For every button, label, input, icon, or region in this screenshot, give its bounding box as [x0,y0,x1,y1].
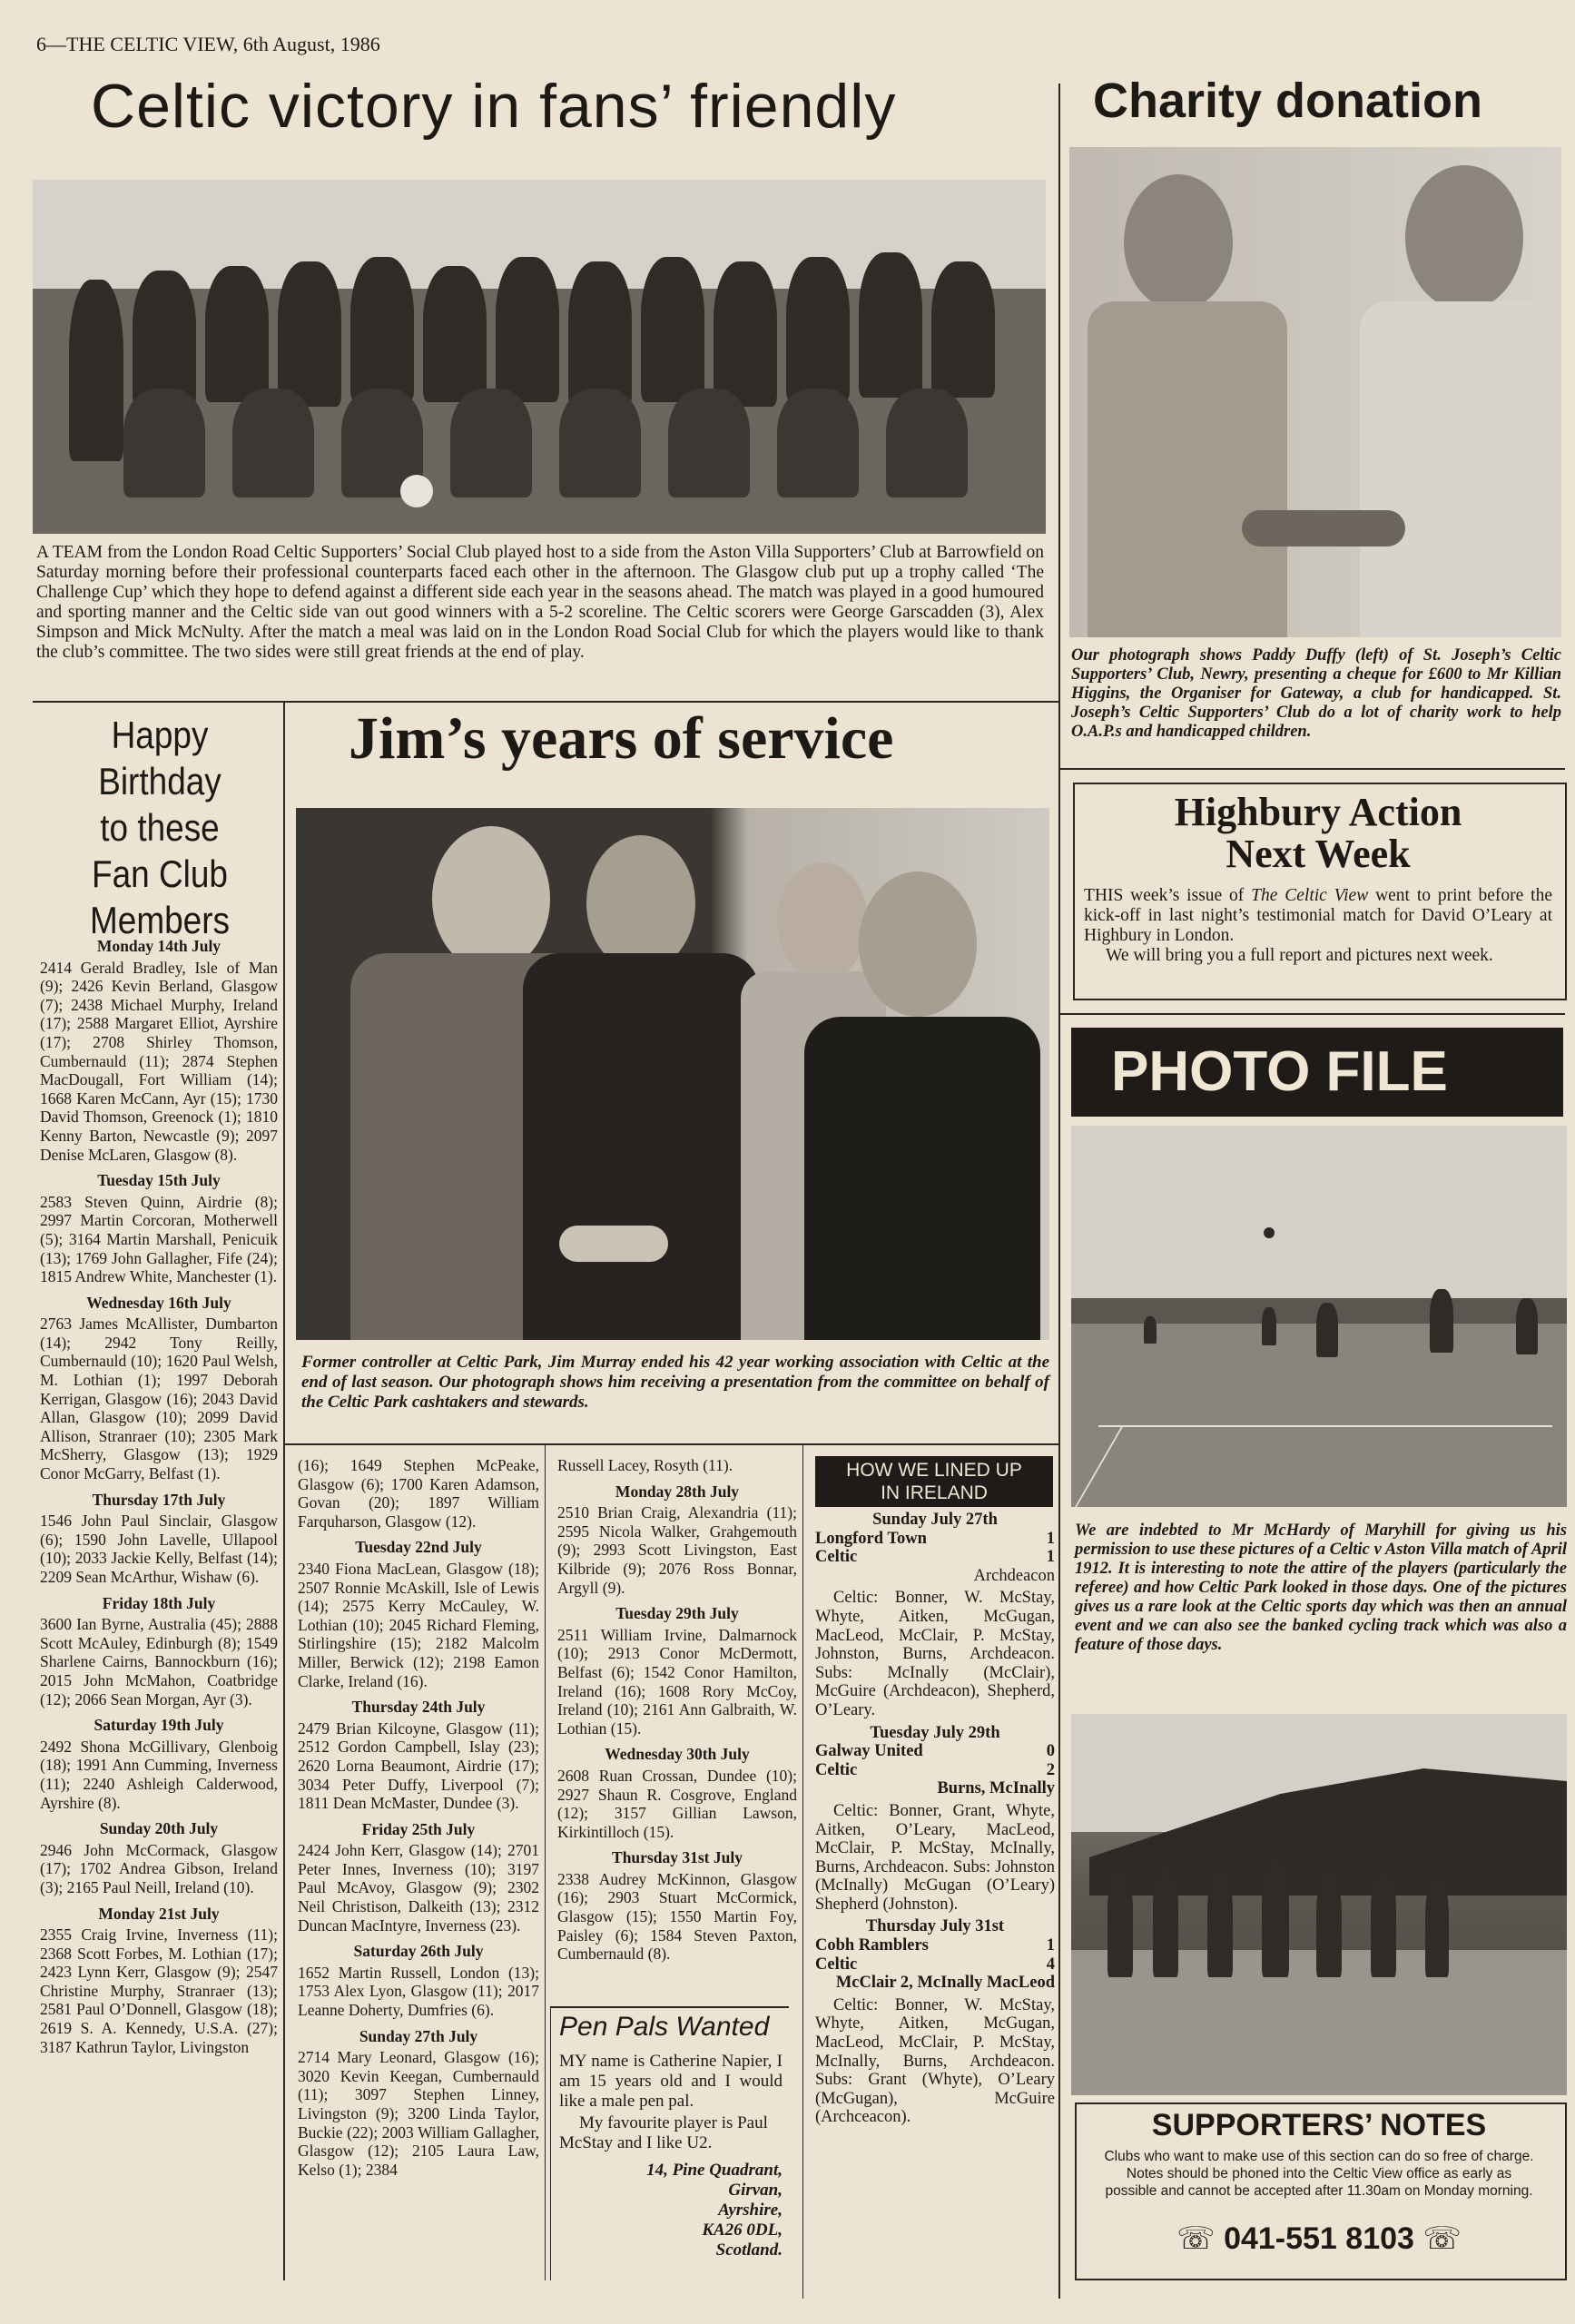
penpals-para1: MY name is Catherine Napier, I am 15 years old and I would like a male pen pal. [559,2052,783,2111]
birthday-entries: Russell Lacey, Rosyth (11). [557,1456,733,1474]
supporters-phone: 041-551 8103 [1224,2221,1414,2256]
birthday-title [57,712,261,943]
charity-headline: Charity donation [1093,74,1482,128]
birthday-entries: 2608 Ruan Crossan, Dundee (10); 2927 Shaun R. Cosgrove, England (12); 3157 Gillian Lawson, Kirkintilloch (15). [557,1766,797,1841]
birthday-entries: 2414 Gerald Bradley, Isle of Man (9); 2426 Kevin Berland, Glasgow (7); 2438 Michael Murphy, Ireland (17); 2588 Margaret Elliot, Ayrshire (17); 2708 Shirley Thomson, Cumbernauld (11); 2874 Stephen MacDougall, Fort William (14); 1668 Karen McCann, Ayr (15); 1730 David Thomson, Greenock (1); 1810 Kenny Barton, Newcastle (9); 2097 Denise McLaren, Glasgow (8). [40,958,278,1164]
highbury-headline-line2: Next Week [1226,832,1411,876]
phone-icon: ☏ [1422,2221,1462,2256]
day-heading: Wednesday 16th July [86,1293,231,1312]
birthday-title-line3: to these [100,806,220,849]
phone-icon: ☏ [1176,2221,1216,2256]
birthday-entries: 2338 Audrey McKinnon, Glasgow (16); 2903 Stuart McCormick, Glasgow (15); 1550 Martin Foy, Paisley (6); 1584 Steven Paxton, Cumbernauld (8). [557,1869,797,1964]
day-heading: Wednesday 30th July [605,1745,750,1764]
birthday-entries: 2511 William Irvine, Dalmarnock (10); 2913 Conor McDermott, Belfast (6); 1542 Conor Hamilton, Ireland (16); 1608 Rory McCoy, Ireland (10); 2161 Ann Galbraith, W. Lothian (15). [557,1625,797,1738]
folio: 6—THE CELTIC VIEW, 6th August, 1986 [36,33,380,55]
highbury-para1: THIS week’s issue of The Celtic View went to print before the kick-off in last night’s testimonial match for David O’Leary at Highbury in London. [1084,886,1552,945]
penpals-body [559,2052,783,2260]
birthday-entries: (16); 1649 Stephen McPeake, Glasgow (6); 1700 Karen Adamson, Govan (20); 1897 William Farquharson, Glasgow (12). [298,1456,539,1531]
day-heading: Thursday 31st July [612,1848,743,1867]
day-heading: Thursday 17th July [92,1490,226,1509]
highbury-para2: We will bring you a full report and pictures next week. [1106,946,1493,965]
birthday-title-line4: Fan Club [92,852,228,895]
birthday-entries: 2763 James McAllister, Dumbarton (14); 2942 Tony Reilly, Cumbernauld (10); 1620 Paul Welsh, M. Lothian (1); 1997 Deborah Kerrigan, Glasgow (16); 2043 David Allan, Glasgow (10); 2099 David Allison, Stranraer (10); 2305 Mark McSherry, Glasgow (13); 1929 Conor McGarry, Belfast (1). [40,1315,278,1483]
lineup-list [815,1511,1055,2131]
penpals-para2: My favourite player is Paul McStay and I like U2. [559,2113,768,2152]
birthday-entries: 2340 Fiona MacLean, Glasgow (18); 2507 Ronnie McAskill, Isle of Lewis (14); 2575 Kerry McCauley, W. Lothian (10); 2045 Richard Fleming, Stirlingshire (15); 2182 Malcolm Miller, Berwick (12); 2198 Eamon Clarke, Ireland (16). [298,1559,539,1690]
birthday-entries: 2583 Steven Quinn, Airdrie (8); 2997 Martin Corcoran, Motherwell (5); 3164 Martin Marshall, Penicuik (13); 1769 John Gallagher, Fife (24); 1815 Andrew White, Manchester (1). [40,1192,278,1286]
birthday-entries: 2424 John Kerr, Glasgow (14); 2701 Peter Innes, Inverness (10); 3197 Paul McAvoy, Glasgow (9); 2302 Neil Christison, Dalkeith (13); 2312 Duncan MacIntyre, Inverness (23). [298,1841,539,1935]
birthday-entries: 1546 John Paul Sinclair, Glasgow (6); 1590 John Lavelle, Ullapool (10); 2033 Jackie Kelly, Belfast (14); 2209 Sean McArthur, Wishaw (6). [40,1512,278,1586]
victory-headline: Celtic victory in fans’ friendly [91,72,897,141]
penpals-address: 14, Pine Quadrant, Girvan, Ayrshire, KA26 0DL, Scotland. [646,2161,783,2260]
charity-caption: Our photograph shows Paddy Duffy (left) of St. Joseph’s Celtic Supporters’ Club, Newry, presenting a cheque for £600 to Mr Killian Higgins, the Organiser for Gateway, a club for handicapped. St. Joseph’s Celtic Supporters’ Club do a lot of charity work to help O.A.P.s and handicapped children. [1071,646,1561,741]
birthday-col3 [557,1456,797,1964]
jim-photo [296,808,1049,1340]
day-heading: Sunday 27th July [359,2026,478,2045]
photofile-banner: PHOTO FILE [1071,1028,1563,1117]
day-heading: Sunday 20th July [99,1819,219,1838]
birthday-col1 [40,937,278,2056]
birthday-title-line2: Birthday [98,760,221,803]
day-heading: Tuesday 15th July [97,1171,221,1190]
day-heading: Friday 18th July [102,1593,216,1612]
birthday-col2 [298,1456,539,2179]
day-heading: Tuesday 29th July [615,1604,739,1623]
highbury-headline [1077,792,1560,875]
jim-headline: Jim’s years of service [349,705,894,772]
birthday-entries: 3600 Ian Byrne, Australia (45); 2888 Scott McAuley, Edinburgh (8); 1549 Sharlene Cairns, Bannockburn (16); 2015 John McMahon, Coatbridge (12); 2066 Sean Morgan, Ayr (3). [40,1615,278,1709]
day-heading: Monday 21st July [98,1904,220,1923]
birthday-entries: 2492 Shona McGillivary, Glenboig (18); 1991 Ann Cumming, Inverness (11); 2240 Ashleigh Calderwood, Ayrshire (8). [40,1737,278,1812]
highbury-body [1084,886,1552,966]
birthday-title-line1: Happy [111,714,209,756]
lineup-title: HOW WE LINED UP IN IRELAND [815,1456,1053,1507]
charity-photo [1069,147,1561,637]
birthday-entries: 2355 Craig Irvine, Inverness (11); 2368 Scott Forbes, M. Lothian (17); 2423 Lynn Kerr, Glasgow (9); 2547 Christine Murphy, Stranraer (13); 2581 Paul O’Donnell, Glasgow (18); 2619 S. A. Kennedy, U.S.A. (27); 3187 Kathrun Taylor, Livingston [40,1925,278,2056]
day-heading: Monday 28th July [615,1482,740,1501]
highbury-headline-line1: Highbury Action [1174,790,1462,834]
photofile-caption: We are indebted to Mr McHardy of Maryhill for giving us his permission to use these pictures of a Celtic v Aston Villa match of April 1912. It is interesting to note the attire of the players (particularly the referee) and how Celtic Park looked in those days. One of the pictures gives us a rare look at the Celtic sports day which was then an annual event and we can also see the banked cycling track which was also a feature of those days. [1075,1521,1567,1654]
birthday-entries: 2479 Brian Kilcoyne, Glasgow (11); 2512 Gordon Campbell, Islay (23); 2620 Lorna Beaumont, Airdrie (17); 3034 Peter Duffy, Liverpool (7); 1811 Dean McMaster, Dundee (3). [298,1718,539,1813]
photofile-match-photo [1071,1126,1567,1507]
birthday-entries: 2714 Mary Leonard, Glasgow (16); 3020 Kevin Keegan, Cumbernauld (11); 3097 Stephen Linney, Livingston (9); 3200 Linda Taylor, Buckie (22); 2003 William Gallagher, Glasgow (12); 2105 Laura Law, Kelso (1); 2384 [298,2048,539,2179]
supporters-title: SUPPORTERS’ NOTES [1151,2108,1487,2142]
victory-caption: A TEAM from the London Road Celtic Supporters’ Social Club played host to a side from the Aston Villa Supporters’ Club at Barrowfield on Saturday morning before their professional counterparts faced each other in the afternoon. The Glasgow club put up a trophy called ‘The Challenge Cup’ which they hope to defend against a different side each year in the seasons ahead. The match was played in a good humoured and sporting manner and the Celtic side van out good winners with a 5-2 scoreline. The Celtic scorers were George Garscadden (3), Alex Simpson and Mick McNulty. After the match a meal was laid on in the London Road Social Club for which the players would like to thank the club’s committee. The two sides were still great friends at the end of play. [36,543,1044,662]
day-heading: Saturday 19th July [94,1716,224,1735]
jim-caption: Former controller at Celtic Park, Jim Murray ended his 42 year working association with Celtic at the end of last season. Our photograph shows him receiving a presentation from the committee on behalf of the Celtic Park cashtakers and stewards. [301,1353,1049,1412]
day-heading: Thursday 24th July [351,1698,486,1717]
lineup-match: Thursday July 31st Cobh Ramblers 1 Celtic 4 McClair 2, McInally MacLeod Celtic: Bonner, W. McStay, Whyte, Aitken, McGugan, MacLeod, McClair, P. McStay, McInally, Burns, Archdeacon. Subs: Grant (Whyte), O’Leary (McGugan), McGuire (Archceacon). [815,1917,1055,2127]
birthday-entries: 2510 Brian Craig, Alexandria (11); 2595 Nicola Walker, Grahgemouth (9); 2993 Scott Livingston, East Kilbride (9); 2076 Ross Bonnar, Argyll (9). [557,1503,797,1597]
photofile-stand-photo [1071,1714,1567,2095]
supporters-phone-row [1078,2221,1560,2257]
day-heading: Saturday 26th July [353,1942,484,1961]
supporters-text: Clubs who want to make use of this section can do so free of charge. Notes should be phoned into the Celtic View office as early as possible and cannot be accepted after 11.30am on Monday morning. [1104,2149,1534,2199]
lineup-match: Tuesday July 29th Galway United 0 Celtic 2 Burns, McInally Celtic: Bonner, Grant, Whyte, Aitken, O’Leary, MacLeod, McClair, P. McStay, McInally, Burns, Archdeacon. Subs: Johnston (McInally) McGugan (O’Leary) Shepherd (Johnston). [815,1723,1055,1914]
birthday-entries: 2946 John McCormack, Glasgow (17); 1702 Andrea Gibson, Ireland (3); 2165 Paul Neill, Ireland (10). [40,1840,278,1896]
team-photo [33,180,1046,534]
birthday-entries: 1652 Martin Russell, London (13); 1753 Alex Lyon, Glasgow (11); 2017 Leanne Doherty, Dumfries (6). [298,1963,539,2020]
day-heading: Friday 25th July [361,1819,476,1838]
day-heading: Tuesday 22nd July [355,1538,482,1557]
penpals-title: Pen Pals Wanted [559,2012,770,2042]
lineup-match: Sunday July 27th Longford Town 1 Celtic 1 Archdeacon Celtic: Bonner, W. McStay, Whyte, Aitken, McGugan, MacLeod, McClair, P. McStay, Johnston, Burns, Archdeacon. Subs: McInally (McClair), McGuire (Archdeacon), Shepherd, O’Leary. [815,1511,1055,1719]
birthday-title-line5: Members [89,899,231,941]
day-heading: Monday 14th July [96,937,221,955]
